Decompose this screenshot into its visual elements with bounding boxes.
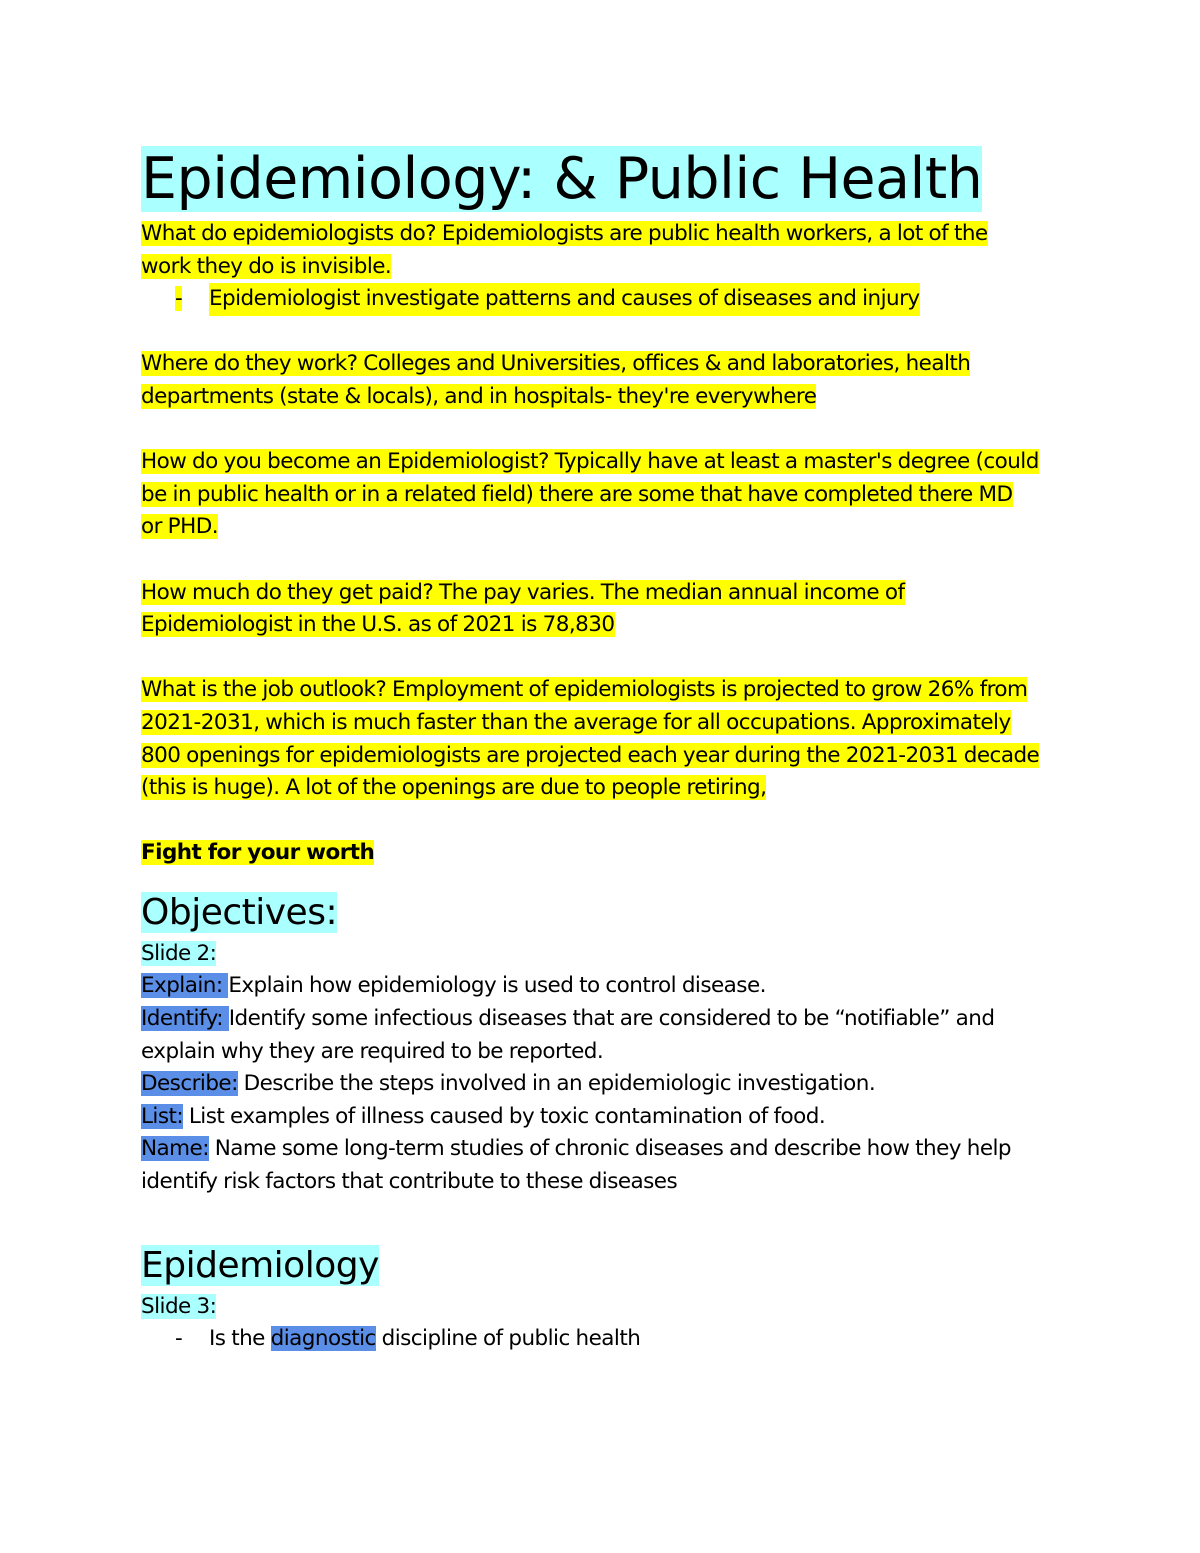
q3-line3: or PHD.	[141, 514, 218, 540]
q3-line2: be in public health or in a related field) there are some that have completed there MD	[141, 481, 1013, 507]
objective-label: Name:	[141, 1136, 209, 1162]
bullet-dash: -	[175, 1326, 183, 1352]
epidemiology-bullet-text: Is the diagnostic discipline of public health	[209, 1326, 641, 1352]
objective-text: Explain how epidemiology is used to control disease.	[228, 973, 766, 999]
bullet-dash: -	[175, 286, 183, 312]
q4-paragraph	[141, 577, 1061, 642]
q3-paragraph	[141, 446, 1061, 544]
q4-line2: Epidemiologist in the U.S. as of 2021 is 78,830	[141, 612, 615, 638]
epidemiology-bullet-item	[141, 1323, 1061, 1356]
objectives-heading: Objectives:	[141, 891, 338, 933]
objective-text: Name some long-term studies of chronic diseases and describe how they help	[208, 1136, 1012, 1162]
q5-line2: 2021-2031, which is much faster than the average for all occupations. Approximately	[141, 709, 1011, 735]
q5-line4: (this is huge). A lot of the openings are due to people retiring,	[141, 775, 767, 801]
objective-text: Describe the steps involved in an epidemiologic investigation.	[237, 1071, 876, 1097]
title-text: Epidemiology: & Public Health	[141, 146, 983, 212]
q2-line2: departments (state & locals), and in hospitals- they're everywhere	[141, 383, 817, 409]
q1-line2: work they do is invisible.	[141, 253, 392, 279]
objective-label: Explain:	[141, 973, 229, 999]
q1-paragraph	[141, 218, 1061, 283]
objective-text-cont: identify risk factors that contribute to these diseases	[141, 1169, 678, 1195]
page-title	[141, 140, 1061, 218]
fight-for-worth: Fight for your worth	[141, 840, 375, 866]
objective-label: List:	[141, 1103, 184, 1129]
q2-line1: Where do they work? Colleges and Universities, offices & and laboratories, health	[141, 351, 971, 377]
objective-text: Identify some infectious diseases that are considered to be “notifiable” and	[228, 1006, 995, 1032]
q1-bullet-text: Epidemiologist investigate patterns and causes of diseases and injury	[209, 283, 920, 316]
q5-line1: What is the job outlook? Employment of epidemiologists is projected to grow 26% from	[141, 677, 1028, 703]
objective-list	[141, 1101, 1061, 1134]
objective-text-cont: explain why they are required to be reported.	[141, 1038, 604, 1064]
objective-identify	[141, 1003, 1061, 1068]
objective-label: Describe:	[141, 1071, 238, 1097]
objective-text: List examples of illness caused by toxic contamination of food.	[183, 1103, 826, 1129]
epidemiology-heading: Epidemiology	[141, 1244, 379, 1286]
q3-line1: How do you become an Epidemiologist? Typically have at least a master's degree (could	[141, 449, 1039, 475]
q1-line1: What do epidemiologists do? Epidemiologists are public health workers, a lot of the	[141, 221, 988, 246]
q5-paragraph	[141, 674, 1061, 804]
objectives-slide-label: Slide 2:	[141, 940, 217, 966]
objective-explain	[141, 970, 1061, 1003]
epidemiology-slide-label: Slide 3:	[141, 1293, 217, 1319]
document-page	[141, 140, 1061, 1356]
q1-bullet-item	[141, 283, 1061, 316]
diagnostic-highlight: diagnostic	[270, 1326, 376, 1352]
objective-name	[141, 1133, 1061, 1198]
objective-describe	[141, 1068, 1061, 1101]
q5-line3: 800 openings for epidemiologists are projected each year during the 2021-2031 decade	[141, 742, 1040, 768]
q2-paragraph	[141, 348, 1061, 413]
objective-label: Identify:	[141, 1006, 229, 1032]
q4-line1: How much do they get paid? The pay varies. The median annual income of	[141, 579, 905, 605]
